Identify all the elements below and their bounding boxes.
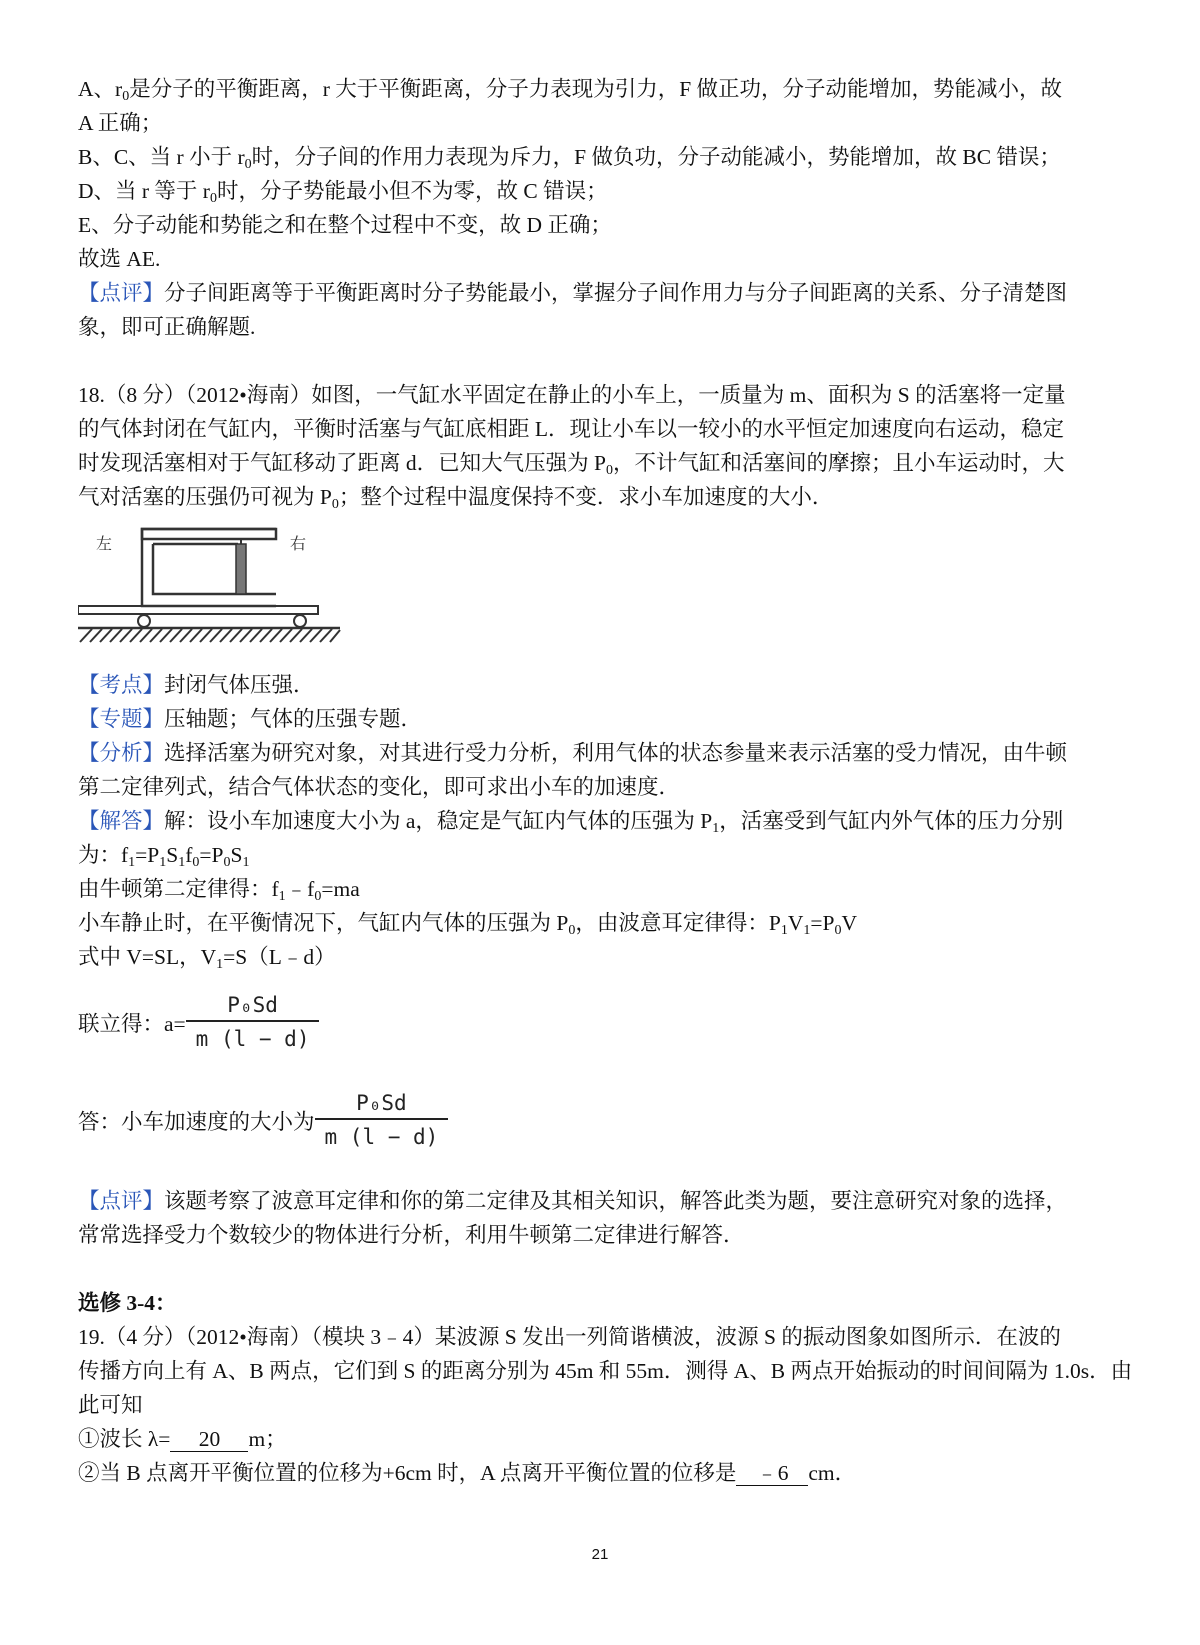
q19-stem-3: 此可知: [78, 1393, 143, 1417]
jieda-tag: 【解答】: [78, 809, 165, 833]
comment-tag: 【点评】: [78, 281, 165, 305]
boyle-line: 小车静止时，在平衡情况下，气缸内气体的压强为 $P_0$，由波意耳定律得：$P_1V_1=P_0V$: [78, 911, 857, 938]
cylinder-cart-diagram: [78, 514, 348, 664]
figure-label-right: 右: [290, 534, 307, 553]
dianping-line-1: 【点评】该题考察了波意耳定律和你的第二定律及其相关知识，解答此类为题，要注意研究对象的选择，: [78, 1189, 1068, 1213]
choice-line: 故选 AE.: [78, 247, 161, 271]
q19-item-2: ②当 B 点离开平衡位置的位移为+6cm 时，A 点离开平衡位置的位移是 ﹣6 cm．: [78, 1461, 857, 1485]
comment-line-1: 【点评】分子间距离等于平衡距离时分子势能最小，掌握分子间作用力与分子间距离的关系、分子清楚图: [78, 281, 1068, 305]
document-page: [78, 72, 1138, 1490]
section-heading: 选修 3-4：: [78, 1291, 177, 1315]
option-bc-line: B、C、当 r 小于 $r_0$时，分子间的作用力表现为斥力，F 做负功，分子动能减小，势能增加，故 BC 错误；: [78, 145, 1061, 172]
q19-stem-1: 19.（4 分）（2012•海南）（模块 3﹣4）某波源 S 发出一列简谐横波，波源 S 的振动图象如图所示．在波的: [78, 1325, 1061, 1349]
option-a-line-1: A、$r_0$是分子的平衡距离，r 大于平衡距离，分子力表现为引力，F 做正功，分子动能增加，势能减小，故: [78, 77, 1063, 104]
volume-line: 式中 V=SL，$V_1=S(L﹣d)$: [78, 945, 336, 972]
jieda-line-2: 为：$f_1=P_1S_1f_0=P_0S_1$: [78, 843, 250, 870]
q18-stem-2: 的气体封闭在气缸内，平衡时活塞与气缸底相距 L．现让小车以一较小的水平恒定加速度向右运动，稳定: [78, 417, 1065, 441]
kaodian-tag: 【考点】: [78, 673, 165, 697]
wheel-right: [294, 615, 306, 627]
page-number: 21: [591, 1546, 609, 1563]
option-a-line-2: A 正确；: [78, 111, 163, 135]
figure-label-left: 左: [96, 534, 113, 553]
answer-fraction: $\frac{\text{P₀Sd}}{m (l - d)}$: [315, 1091, 449, 1149]
q18-stem-4: 气对活塞的压强仍可视为 $P_0$；整个过程中温度保持不变．求小车加速度的大小．: [78, 485, 834, 512]
zhuanti-line: 【专题】压轴题；气体的压强专题．: [78, 707, 423, 731]
piston: [236, 544, 246, 594]
zhuanti-tag: 【专题】: [78, 707, 165, 731]
q19-item-1: ①波长 λ= 20 m；: [78, 1427, 287, 1451]
comment-line-2: 象，即可正确解题.: [78, 315, 256, 339]
jieda-line-1: 【解答】解：设小车加速度大小为 a，稳定是气缸内气体的压强为 $P_1$，活塞受到气缸内外气体的压力分别: [78, 809, 1064, 836]
option-d-line: D、当 r 等于 $r_0$时，分子势能最小但不为零，故 C 错误；: [78, 179, 608, 206]
q19-stem-2: 传播方向上有 A、B 两点，它们到 S 的距离分别为 45m 和 55m．测得 A、B 两点开始振动的时间间隔为 1.0s．由: [78, 1359, 1133, 1383]
dianping-tag: 【点评】: [78, 1189, 165, 1213]
option-e-line: E、分子动能和势能之和在整个过程中不变，故 D 正确；: [78, 213, 612, 237]
q18-stem-3: 时发现活塞相对于气缸移动了距离 d．已知大气压强为 $P_0$，不计气缸和活塞间的摩擦；且小车运动时，大: [78, 451, 1065, 478]
kaodian-line: 【考点】封闭气体压强．: [78, 673, 315, 697]
cylinder-cart-figure: [78, 514, 1138, 664]
wavelength-answer: 20: [170, 1427, 248, 1452]
newton-line: 由牛顿第二定律得：$f_1﹣f_0=ma$: [78, 877, 360, 904]
wheel-left: [138, 615, 150, 627]
fenxi-tag: 【分析】: [78, 741, 165, 765]
q18-stem-1: 18.（8 分）（2012•海南）如图，一气缸水平固定在静止的小车上，一质量为 m、面积为 S 的活塞将一定量: [78, 383, 1066, 407]
dianping-line-2: 常常选择受力个数较少的物体进行分析，利用牛顿第二定律进行解答．: [78, 1223, 745, 1247]
answer-formula: 答：小车加速度的大小为 $\frac{\text{P₀Sd}}{m (l - d)}$: [78, 1070, 1138, 1170]
fenxi-line-2: 第二定律列式，结合气体状态的变化，即可求出小车的加速度．: [78, 775, 681, 799]
lianli-formula: 联立得：a= $\frac{\text{P₀Sd}}{m (l - d)}$: [78, 974, 1138, 1070]
displacement-answer: ﹣6: [736, 1461, 808, 1486]
fenxi-line-1: 【分析】选择活塞为研究对象，对其进行受力分析，利用气体的状态参量来表示活塞的受力情况，由牛顿: [78, 741, 1068, 765]
acceleration-fraction: $\frac{\text{P₀Sd}}{m (l - d)}$: [186, 993, 320, 1051]
